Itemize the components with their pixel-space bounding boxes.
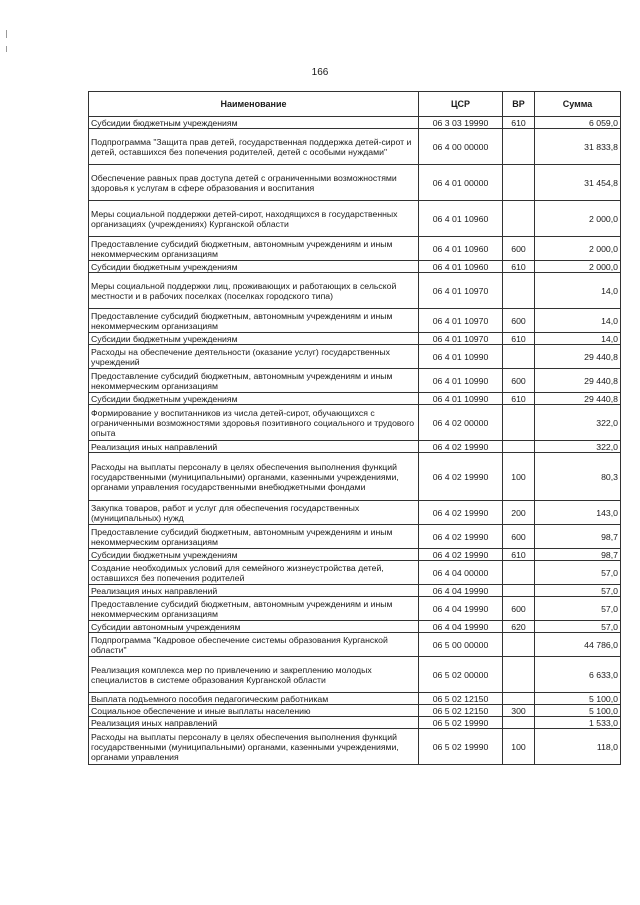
cell-csr: 06 4 01 00000 xyxy=(419,165,503,201)
cell-name: Подпрограмма "Защита прав детей, государственная поддержка детей-сирот и детей, оставшихся без попечения родителей, детей с особыми нуждами" xyxy=(89,129,419,165)
cell-vr: 600 xyxy=(503,237,535,261)
cell-name: Реализация комплекса мер по привлечению и закреплению молодых специалистов в системе образования Курганской области xyxy=(89,657,419,693)
table-row xyxy=(89,729,621,765)
cell-sum: 2 000,0 xyxy=(535,237,621,261)
cell-csr: 06 4 04 00000 xyxy=(419,561,503,585)
table-row xyxy=(89,345,621,369)
cell-vr xyxy=(503,693,535,705)
cell-sum: 57,0 xyxy=(535,621,621,633)
budget-table xyxy=(88,91,621,765)
table-row xyxy=(89,237,621,261)
header-sum: Сумма xyxy=(535,92,621,117)
table-row xyxy=(89,717,621,729)
cell-sum: 6 633,0 xyxy=(535,657,621,693)
header-vr: ВР xyxy=(503,92,535,117)
table-row xyxy=(89,201,621,237)
table-row xyxy=(89,369,621,393)
cell-csr: 06 4 01 10970 xyxy=(419,333,503,345)
table-row xyxy=(89,129,621,165)
cell-vr: 300 xyxy=(503,705,535,717)
cell-sum: 14,0 xyxy=(535,273,621,309)
cell-name: Закупка товаров, работ и услуг для обеспечения государственных (муниципальных) нужд xyxy=(89,501,419,525)
cell-csr: 06 4 01 10960 xyxy=(419,261,503,273)
table-row xyxy=(89,117,621,129)
cell-vr: 100 xyxy=(503,453,535,501)
cell-name: Подпрограмма "Кадровое обеспечение системы образования Курганской области" xyxy=(89,633,419,657)
cell-vr xyxy=(503,345,535,369)
cell-vr xyxy=(503,717,535,729)
cell-vr xyxy=(503,441,535,453)
cell-name: Предоставление субсидий бюджетным, автономным учреждениям и иным некоммерческим организациям xyxy=(89,237,419,261)
cell-sum: 29 440,8 xyxy=(535,345,621,369)
table-row xyxy=(89,261,621,273)
cell-csr: 06 5 02 00000 xyxy=(419,657,503,693)
cell-vr: 600 xyxy=(503,309,535,333)
cell-name: Расходы на выплаты персоналу в целях обеспечения выполнения функций государственными (муниципальными) органами, казенными учреждениями, органами управления государственными внебюджетными фондами xyxy=(89,453,419,501)
table-row xyxy=(89,333,621,345)
cell-vr xyxy=(503,561,535,585)
cell-vr: 610 xyxy=(503,549,535,561)
cell-vr: 600 xyxy=(503,597,535,621)
cell-csr: 06 5 02 12150 xyxy=(419,693,503,705)
cell-vr xyxy=(503,165,535,201)
cell-csr: 06 4 01 10970 xyxy=(419,273,503,309)
cell-name: Субсидии бюджетным учреждениям xyxy=(89,261,419,273)
cell-name: Предоставление субсидий бюджетным, автономным учреждениям и иным некоммерческим организациям xyxy=(89,369,419,393)
page-number: 166 xyxy=(311,67,329,78)
cell-csr: 06 4 01 10990 xyxy=(419,369,503,393)
cell-sum: 44 786,0 xyxy=(535,633,621,657)
cell-vr: 610 xyxy=(503,393,535,405)
cell-sum: 143,0 xyxy=(535,501,621,525)
cell-csr: 06 5 02 19990 xyxy=(419,729,503,765)
cell-sum: 5 100,0 xyxy=(535,693,621,705)
cell-name: Расходы на выплаты персоналу в целях обеспечения выполнения функций государственными (муниципальными) органами, казенными учреждениями, органами управления xyxy=(89,729,419,765)
cell-csr: 06 5 02 12150 xyxy=(419,705,503,717)
table-row xyxy=(89,657,621,693)
table-row xyxy=(89,501,621,525)
header-name: Наименование xyxy=(89,92,419,117)
cell-csr: 06 4 01 10970 xyxy=(419,309,503,333)
cell-name: Обеспечение равных прав доступа детей с ограниченными возможностями здоровья к услугам в сфере образования и воспитания xyxy=(89,165,419,201)
cell-name: Реализация иных направлений xyxy=(89,441,419,453)
cell-vr xyxy=(503,585,535,597)
table-row xyxy=(89,165,621,201)
cell-csr: 06 4 02 19990 xyxy=(419,525,503,549)
cell-csr: 06 4 04 19990 xyxy=(419,621,503,633)
cell-sum: 98,7 xyxy=(535,549,621,561)
cell-csr: 06 4 00 00000 xyxy=(419,129,503,165)
cell-sum: 1 533,0 xyxy=(535,717,621,729)
cell-sum: 14,0 xyxy=(535,333,621,345)
table-row xyxy=(89,597,621,621)
cell-name: Предоставление субсидий бюджетным, автономным учреждениям и иным некоммерческим организациям xyxy=(89,597,419,621)
cell-name: Предоставление субсидий бюджетным, автономным учреждениям и иным некоммерческим организациям xyxy=(89,525,419,549)
table-row xyxy=(89,693,621,705)
cell-csr: 06 4 04 19990 xyxy=(419,585,503,597)
cell-sum: 322,0 xyxy=(535,405,621,441)
cell-vr xyxy=(503,201,535,237)
cell-name: Субсидии бюджетным учреждениям xyxy=(89,549,419,561)
cell-name: Создание необходимых условий для семейного жизнеустройства детей, оставшихся без попечения родителей xyxy=(89,561,419,585)
table-row xyxy=(89,453,621,501)
cell-csr: 06 3 03 19990 xyxy=(419,117,503,129)
cell-sum: 5 100,0 xyxy=(535,705,621,717)
cell-vr xyxy=(503,129,535,165)
cell-csr: 06 4 02 00000 xyxy=(419,405,503,441)
cell-vr: 200 xyxy=(503,501,535,525)
cell-sum: 322,0 xyxy=(535,441,621,453)
cell-sum: 98,7 xyxy=(535,525,621,549)
cell-name: Расходы на обеспечение деятельности (оказание услуг) государственных учреждений xyxy=(89,345,419,369)
table-row xyxy=(89,441,621,453)
cell-vr: 610 xyxy=(503,333,535,345)
cell-vr: 100 xyxy=(503,729,535,765)
cell-sum: 2 000,0 xyxy=(535,261,621,273)
cell-sum: 31 454,8 xyxy=(535,165,621,201)
cell-vr xyxy=(503,657,535,693)
table-row xyxy=(89,273,621,309)
cell-csr: 06 4 02 19990 xyxy=(419,501,503,525)
table-row xyxy=(89,393,621,405)
cell-vr xyxy=(503,633,535,657)
table-row xyxy=(89,705,621,717)
cell-name: Социальное обеспечение и иные выплаты населению xyxy=(89,705,419,717)
cell-csr: 06 4 02 19990 xyxy=(419,441,503,453)
margin-mark-top xyxy=(6,30,7,38)
cell-csr: 06 4 01 10960 xyxy=(419,237,503,261)
cell-vr: 600 xyxy=(503,369,535,393)
table-row xyxy=(89,621,621,633)
cell-vr: 610 xyxy=(503,117,535,129)
cell-name: Реализация иных направлений xyxy=(89,717,419,729)
cell-sum: 2 000,0 xyxy=(535,201,621,237)
cell-name: Субсидии бюджетным учреждениям xyxy=(89,117,419,129)
cell-sum: 6 059,0 xyxy=(535,117,621,129)
cell-vr: 610 xyxy=(503,261,535,273)
header-csr: ЦСР xyxy=(419,92,503,117)
cell-name: Предоставление субсидий бюджетным, автономным учреждениям и иным некоммерческим организациям xyxy=(89,309,419,333)
table-header-row xyxy=(89,92,621,117)
margin-mark-bottom xyxy=(6,46,7,52)
cell-csr: 06 4 02 19990 xyxy=(419,453,503,501)
cell-csr: 06 5 02 19990 xyxy=(419,717,503,729)
cell-name: Субсидии автономным учреждениям xyxy=(89,621,419,633)
cell-csr: 06 4 02 19990 xyxy=(419,549,503,561)
cell-csr: 06 4 01 10990 xyxy=(419,393,503,405)
cell-name: Субсидии бюджетным учреждениям xyxy=(89,393,419,405)
cell-csr: 06 5 00 00000 xyxy=(419,633,503,657)
table-body xyxy=(89,117,621,765)
cell-vr xyxy=(503,273,535,309)
cell-name: Формирование у воспитанников из числа детей-сирот, обучающихся с ограниченными возможностями здоровья позитивного социального и трудового опыта xyxy=(89,405,419,441)
table-row xyxy=(89,405,621,441)
cell-name: Выплата подъемного пособия педагогическим работникам xyxy=(89,693,419,705)
cell-sum: 31 833,8 xyxy=(535,129,621,165)
cell-sum: 57,0 xyxy=(535,597,621,621)
cell-vr: 620 xyxy=(503,621,535,633)
cell-vr xyxy=(503,405,535,441)
cell-sum: 29 440,8 xyxy=(535,393,621,405)
cell-csr: 06 4 01 10990 xyxy=(419,345,503,369)
table-row xyxy=(89,561,621,585)
cell-name: Меры социальной поддержки детей-сирот, находящихся в государственных организациях (учреждениях) Курганской области xyxy=(89,201,419,237)
table-row xyxy=(89,585,621,597)
cell-sum: 57,0 xyxy=(535,585,621,597)
cell-sum: 14,0 xyxy=(535,309,621,333)
cell-sum: 118,0 xyxy=(535,729,621,765)
cell-name: Меры социальной поддержки лиц, проживающих и работающих в сельской местности и в рабочих поселках (поселках городского типа) xyxy=(89,273,419,309)
table-row xyxy=(89,549,621,561)
cell-sum: 80,3 xyxy=(535,453,621,501)
table-row xyxy=(89,309,621,333)
table-row xyxy=(89,525,621,549)
cell-csr: 06 4 01 10960 xyxy=(419,201,503,237)
cell-name: Реализация иных направлений xyxy=(89,585,419,597)
cell-csr: 06 4 04 19990 xyxy=(419,597,503,621)
cell-sum: 29 440,8 xyxy=(535,369,621,393)
cell-sum: 57,0 xyxy=(535,561,621,585)
table-row xyxy=(89,633,621,657)
cell-name: Субсидии бюджетным учреждениям xyxy=(89,333,419,345)
cell-vr: 600 xyxy=(503,525,535,549)
